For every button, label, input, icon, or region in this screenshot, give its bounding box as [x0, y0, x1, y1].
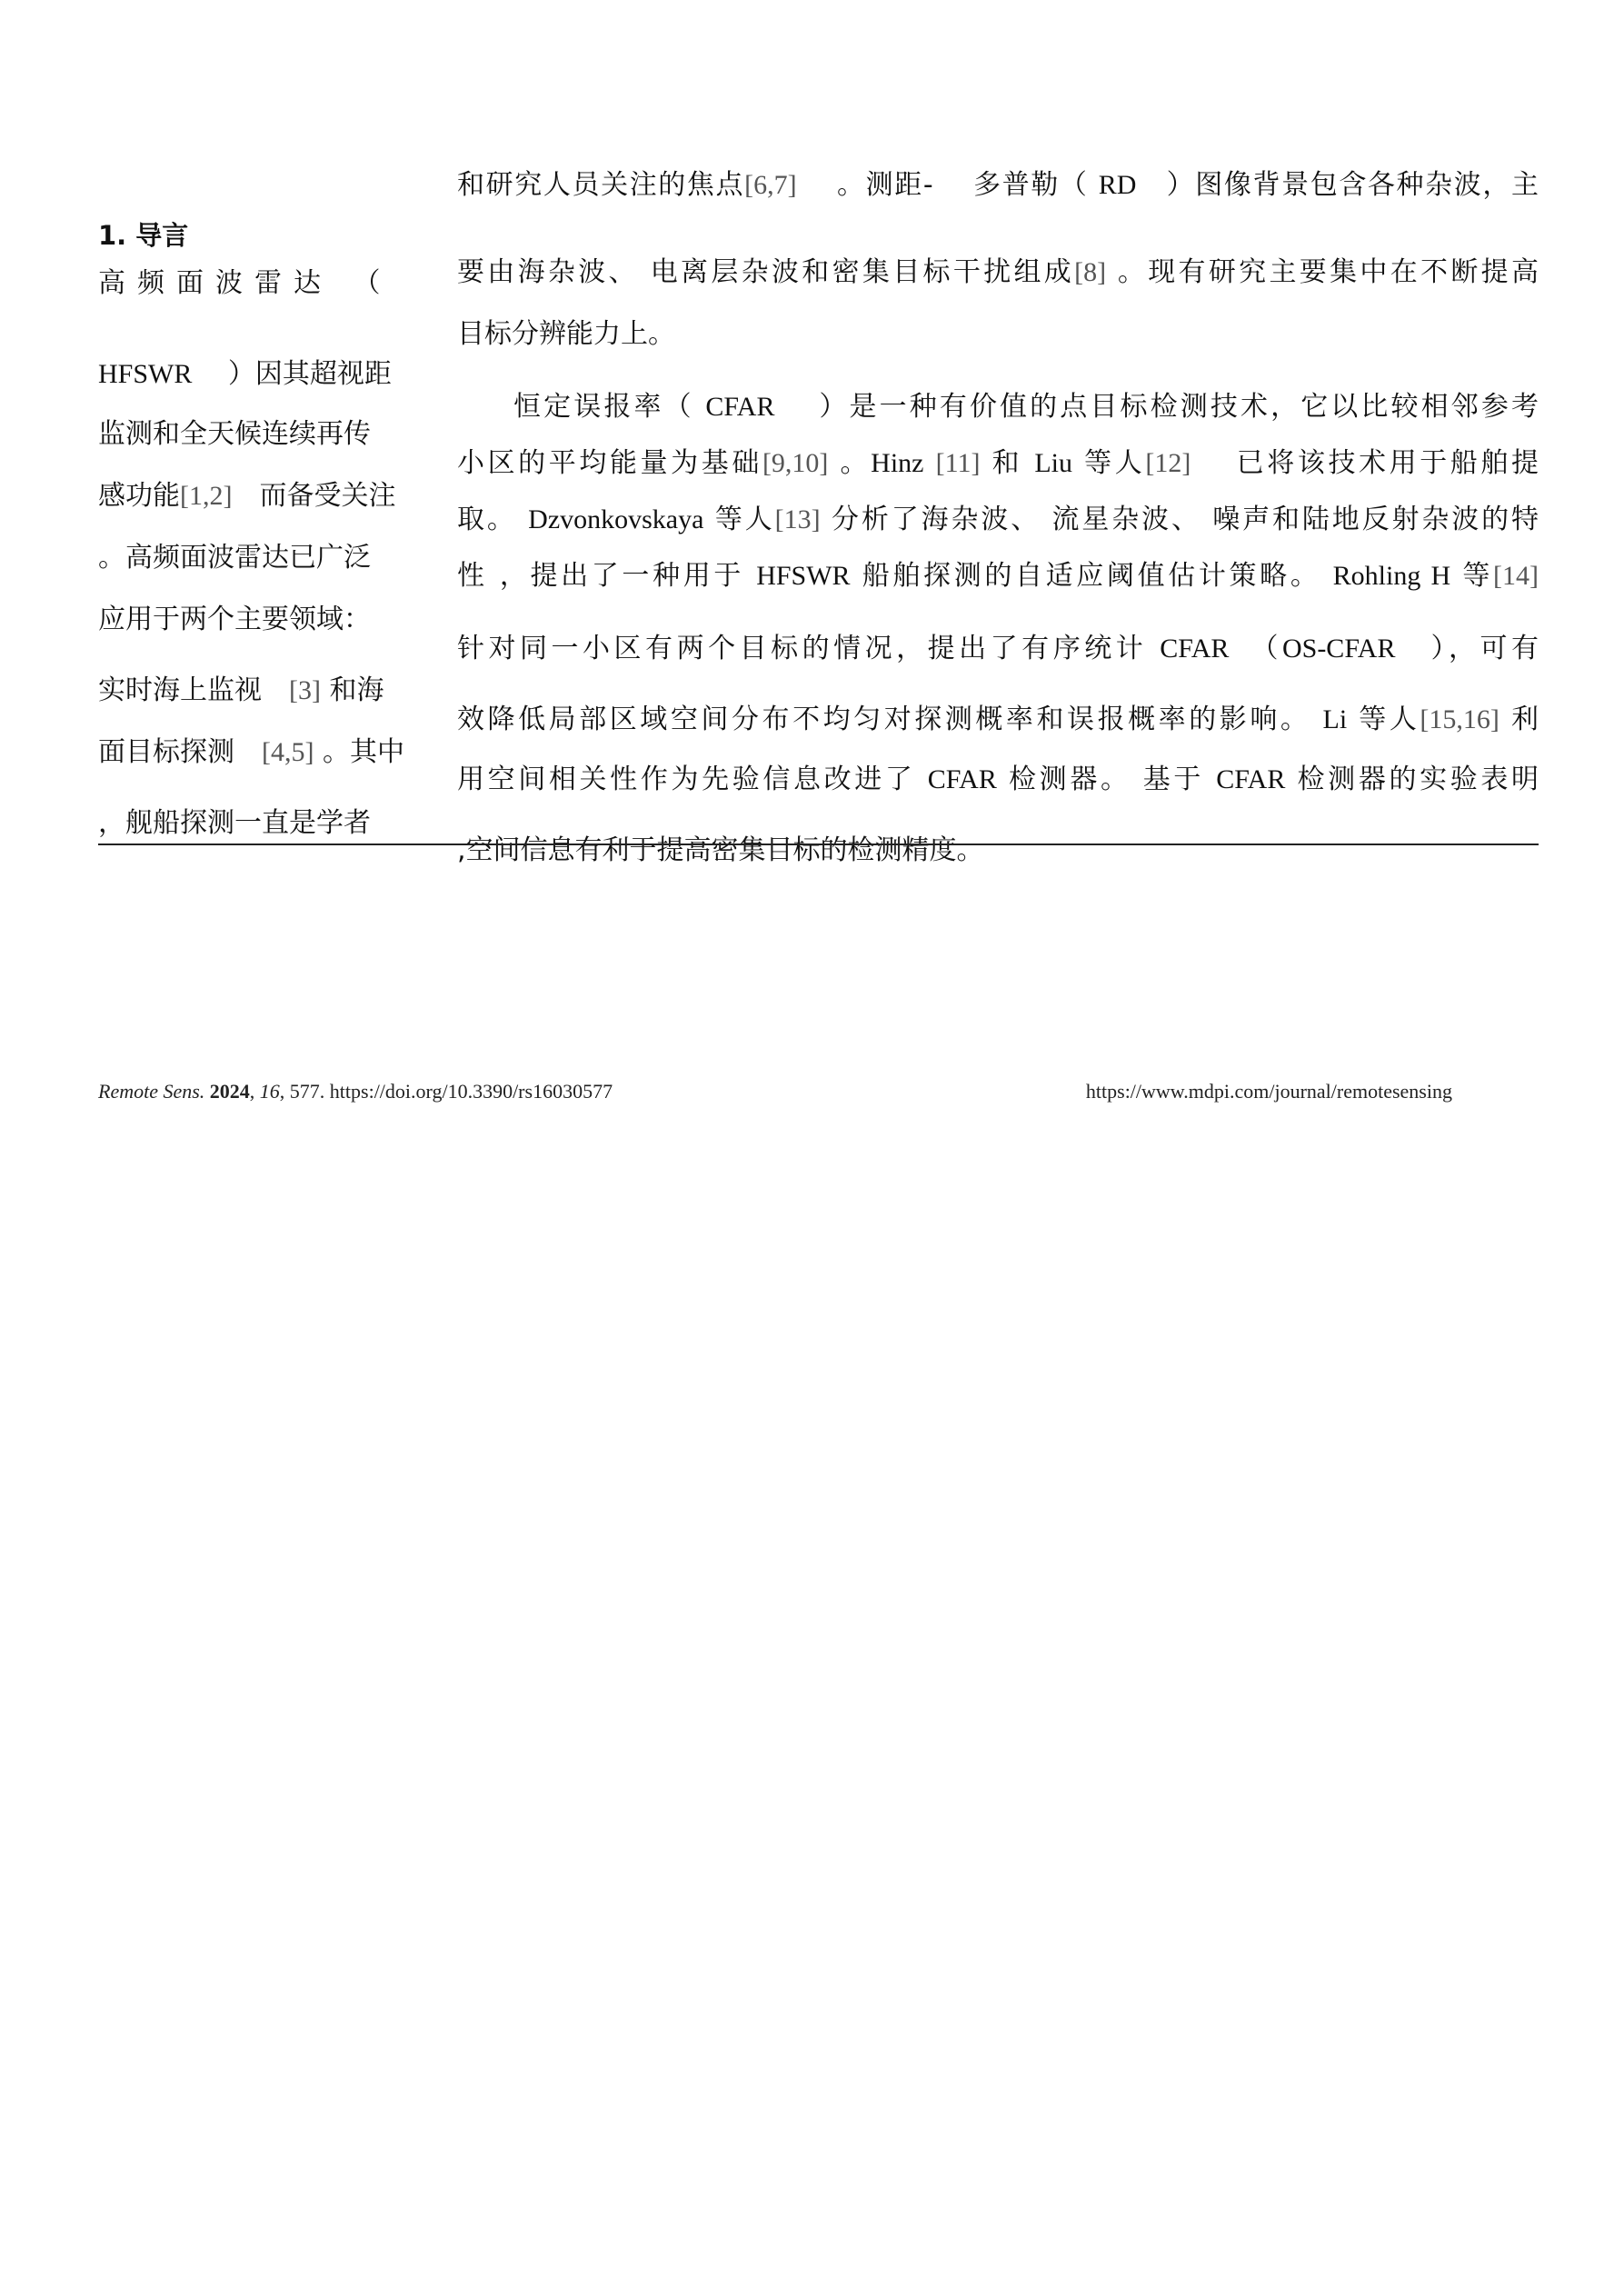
- section-heading: 1. 导言: [98, 220, 189, 251]
- right-line-3: 目标分辨能力上。: [457, 318, 675, 350]
- right-line-11: ,空间信息有利于提高密集目标的检测精度。: [457, 834, 984, 866]
- left-line-1: 高频面波雷达 （: [98, 267, 393, 299]
- left-line-6: 应用于两个主要领域：: [98, 604, 371, 635]
- citation-volume: 16: [259, 1080, 280, 1103]
- left-line-9: ，舰船探测一直是学者: [98, 807, 371, 839]
- right-line-8: 针对同一小区有两个目标的情况，提出了有序统计 CFAR （OS-CFAR ），可有: [457, 633, 1539, 664]
- doi-link[interactable]: , 577. https://doi.org/10.3390/rs16030577: [279, 1080, 613, 1103]
- right-line-2: 要由海杂波、 电离层杂波和密集目标干扰组成[8] 。现有研究主要集中在不断提高: [457, 256, 1539, 288]
- citation-line: Remote Sens. 2024, 16, 577. https://doi.org/10.3390/rs16030577: [98, 1080, 613, 1103]
- journal-name: Remote Sens.: [98, 1080, 205, 1103]
- right-line-1: 和研究人员关注的焦点[6,7] 。测距- 多普勒（ RD ）图像背景包含各种杂波，主: [457, 169, 1539, 201]
- left-line-4: 感功能[1,2] 而备受关注: [98, 480, 396, 512]
- journal-url-link[interactable]: https://www.mdpi.com/journal/remotesensing: [1085, 1080, 1452, 1103]
- left-line-5: 。高频面波雷达已广泛: [98, 542, 371, 574]
- right-line-5: 小区的平均能量为基础[9,10] 。Hinz [11] 和 Liu 等人[12] 已将该技术用于船舶提: [457, 447, 1539, 479]
- right-line-7: 性 ，提出了一种用于 HFSWR 船舶探测的自适应阈值估计策略。 Rohling H 等[14]: [457, 560, 1539, 592]
- right-line-9: 效降低局部区域空间分布不均匀对探测概率和误报概率的影响。 Li 等人[15,16] 利: [457, 704, 1539, 735]
- left-line-2: HFSWR ）因其超视距: [98, 358, 392, 390]
- page-footer: [98, 1080, 1452, 1109]
- right-line-10: 用空间相关性作为先验信息改进了 CFAR 检测器。 基于 CFAR 检测器的实验表明: [457, 764, 1539, 795]
- horizontal-rule: [98, 844, 1539, 845]
- citation-year: 2024: [209, 1080, 250, 1103]
- left-line-7: 实时海上监视 [3] 和海: [98, 674, 384, 706]
- left-line-3: 监测和全天候连续再传: [98, 418, 371, 450]
- left-line-8: 面目标探测 [4,5] 。其中: [98, 736, 405, 768]
- right-line-6: 取。 Dzvonkovskaya 等人[13] 分析了海杂波、 流星杂波、 噪声和陆地反射杂波的特: [457, 504, 1539, 535]
- right-line-4: 恒定误报率（ CFAR ）是一种有价值的点目标检测技术，它以比较相邻参考: [513, 391, 1539, 423]
